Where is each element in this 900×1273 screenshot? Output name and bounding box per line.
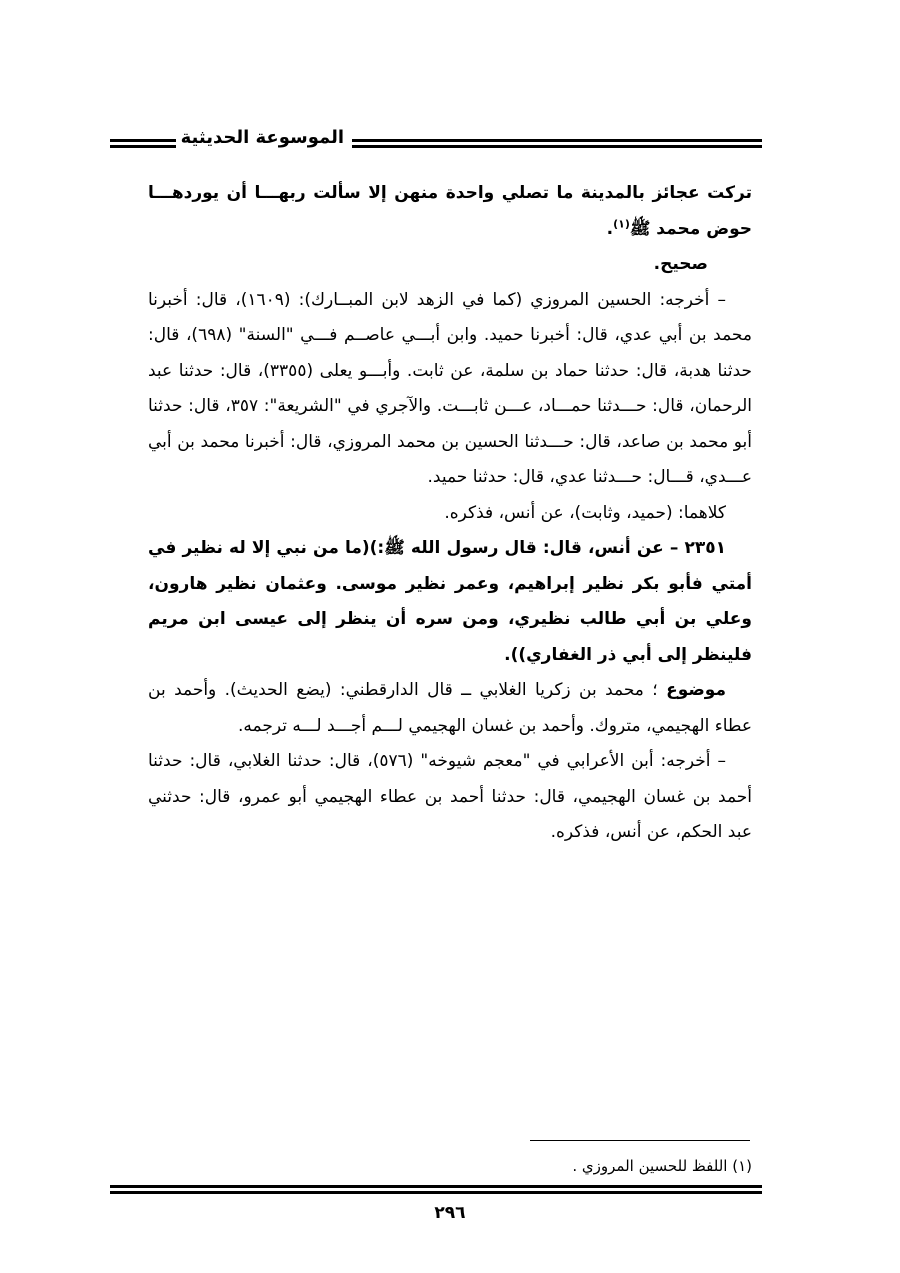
grade-sahih: صحيح. [653, 254, 708, 274]
page-number: ٢٩٦ [434, 1203, 466, 1223]
footer-rule-1 [110, 1185, 762, 1188]
grade-mawdu: موضوع [666, 680, 726, 700]
footnote-separator [530, 1140, 750, 1141]
hadith-2351: ٢٣٥١ – عن أنس، قال: قال رسول الله ﷺ:)(ما من نبي إلا له نظير في أمتي فأبو بكر نظير إبراهيم، وعمر نظير موسى. وعثمان نظير هارون، وعلي بن أبي طالب نظيري، ومن سره أن ينظر إلى عيسى ابن مريم فلينظر إلى أبي ذر الغفاري)). [148, 538, 752, 665]
main-text [148, 176, 752, 851]
hadith-text-continued [148, 176, 752, 247]
takhrij-paragraph-2: – أخرجه: أبن الأعرابي في "معجم شيوخه" (٥٧٦)، قال: حدثنا الغلابي، قال: حدثنا أحمد بن غسان الهجيمي، قال: حدثنا أحمد بن عطاء الهجيمي أبو عمرو، قال: حدثني عبد الحكم، عن أنس، فذكره. [148, 751, 752, 842]
header-rule-right [352, 139, 762, 142]
grade-reason: ؛ محمد بن زكريا الغلابي ــ قال الدارقطني: (يضع الحديث). وأحمد بن عطاء الهجيمي، متروك. وأحمد بن غسان الهجيمي لـــم أجـــد لـــه ترجمه. [148, 680, 752, 736]
footer-rule-2 [110, 1191, 762, 1194]
hadith-line-2: حوض محمد ﷺ [629, 218, 752, 239]
footnote-ref-1: (١) [613, 216, 630, 230]
takhrij-paragraph-1: – أخرجه: الحسين المروزي (كما في الزهد لابن المبــارك): (١٦٠٩)، قال: أخبرنا محمد بن أبي عدي، قال: أخبرنا حميد. وابن أبـــي عاصــم فـــي "السنة" (٦٩٨)، قال: حدثنا هدبة، قال: حدثنا حماد بن سلمة، عن ثابت. وأبـــو يعلى (٣٣٥٥)، قال: حدثنا عبد الرحمان، قال: حـــدثنا حمـــاد، عـــن ثابـــت. والآجري في "الشريعة": ٣٥٧، قال: حدثنا أبو محمد بن صاعد، قال: حـــدثنا الحسين بن محمد المروزي، قال: أخبرنا محمد بن أبي عـــدي، قـــال: حـــدثنا عدي، قال: حدثنا حميد. [148, 289, 753, 487]
running-header [110, 125, 762, 159]
hadith-end: . [606, 218, 614, 239]
header-title: الموسوعة الحديثية [180, 127, 344, 148]
hadith-line-1: تركت عجائز بالمدينة ما تصلي واحدة منهن إلا سألت ربهـــا أن يوردهـــا [148, 183, 752, 203]
footnote-1: (١) اللفظ للحسين المروزي . [572, 1157, 752, 1175]
summary-paragraph: كلاهما: (حميد، وثابت)، عن أنس، فذكره. [444, 502, 726, 523]
grade-paragraph [148, 673, 752, 744]
header-rule-left [110, 139, 176, 142]
